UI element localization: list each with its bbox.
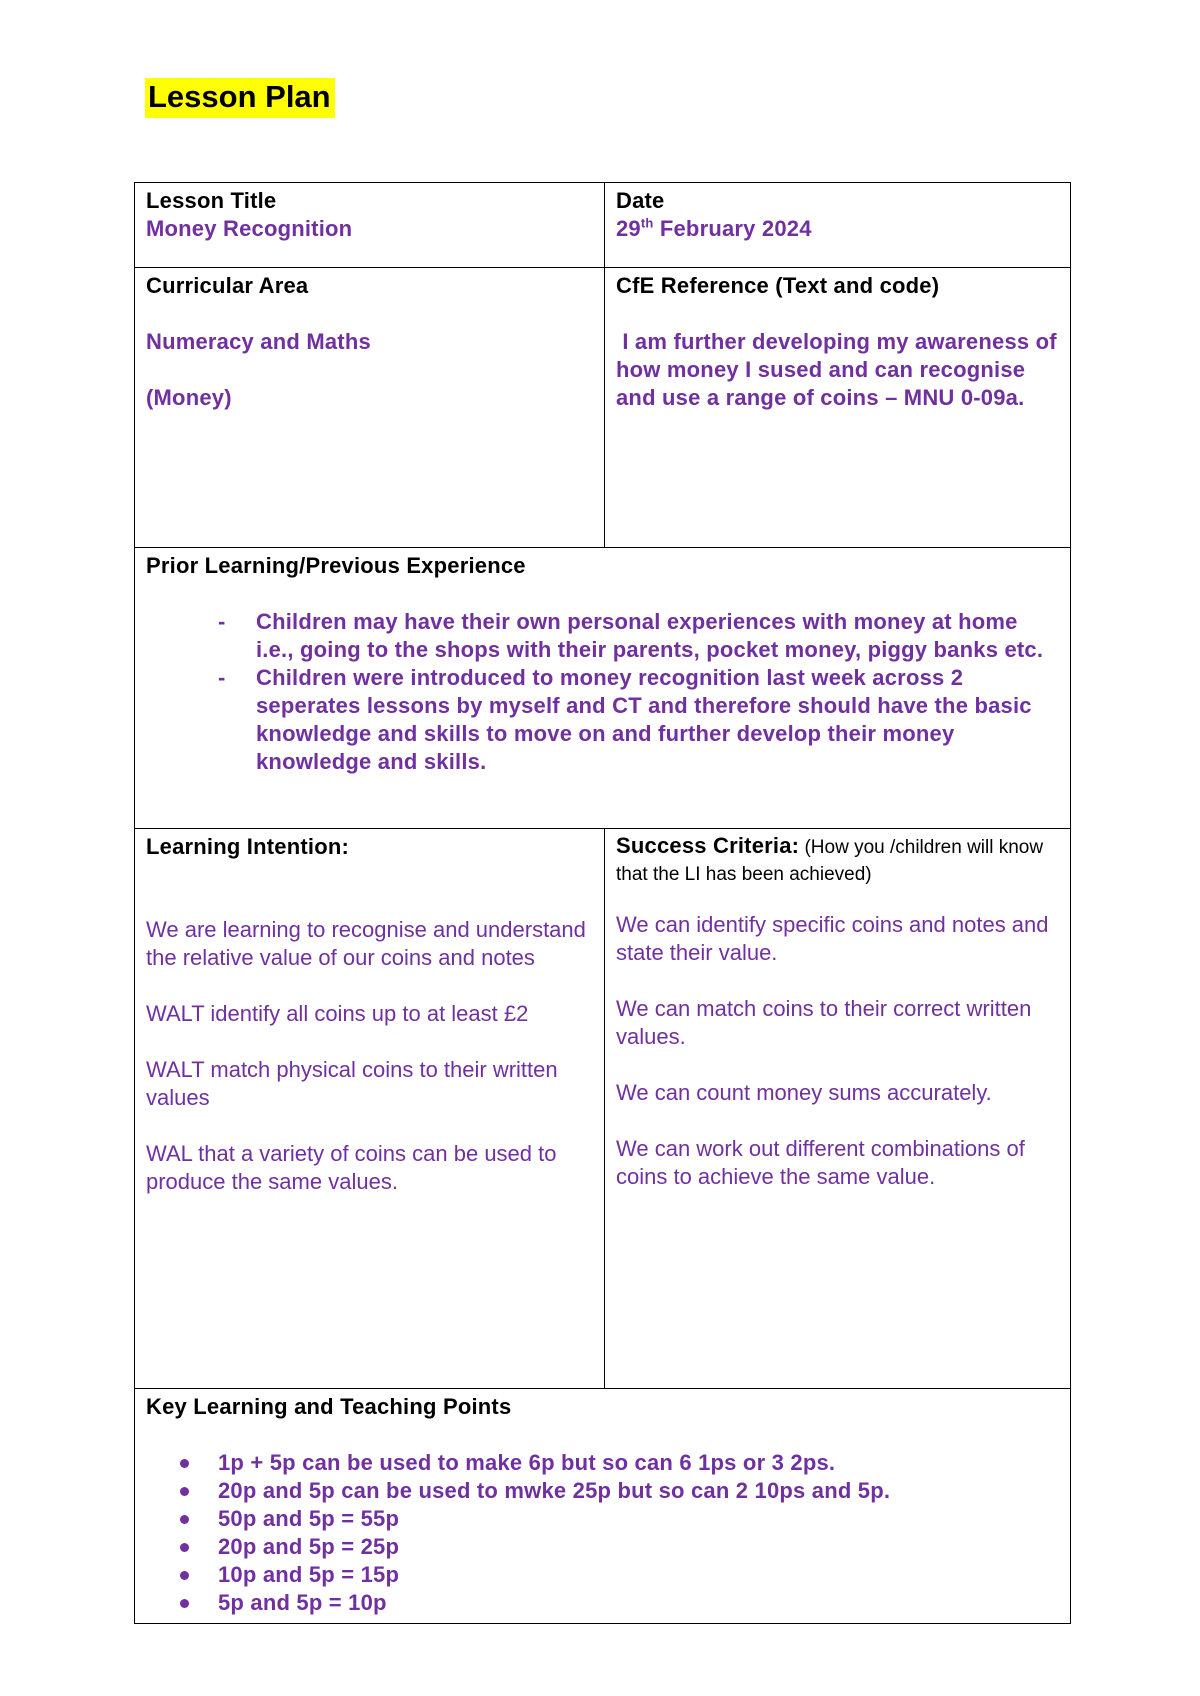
lesson-title-value: Money Recognition — [146, 216, 353, 241]
lesson-title-cell — [135, 183, 605, 268]
key-point-item: 20p and 5p = 25p — [194, 1533, 1060, 1561]
success-criteria-label: Success Criteria: — [616, 833, 800, 858]
cfe-reference-cell — [605, 268, 1071, 548]
lesson-plan-table — [134, 182, 1071, 1624]
key-point-item: 5p and 5p = 10p — [194, 1589, 1060, 1617]
prior-learning-cell — [135, 548, 1071, 829]
row-title-date — [135, 183, 1071, 268]
cfe-reference-value: I am further developing my awareness of how money I sused and can recognise and use a range of coins – MNU 0-09a. — [616, 329, 1064, 410]
success-criteria-item: We can count money sums accurately. — [616, 1080, 992, 1105]
key-point-item: 10p and 5p = 15p — [194, 1561, 1060, 1589]
success-criteria-item: We can work out different combinations of coins to achieve the same value. — [616, 1136, 1025, 1189]
curricular-area-value: Numeracy and Maths — [146, 329, 371, 354]
key-point-item: 1p + 5p can be used to make 6p but so can 6 1ps or 3 2ps. — [194, 1449, 1060, 1477]
curricular-area-label: Curricular Area — [146, 273, 309, 298]
success-criteria-hint: (How you /children will know that the LI has been achieved) — [616, 837, 1044, 885]
learning-intention-item: WALT match physical coins to their written values — [146, 1057, 558, 1110]
prior-learning-item: - Children were introduced to money recognition last week across 2 seperates lessons by myself and CT and therefore should have the basic knowledge and skills to move on and further develop their money knowledge and skills. — [218, 664, 1060, 776]
date-day: 29 — [616, 216, 641, 241]
key-point-item: 50p and 5p = 55p — [194, 1505, 1060, 1533]
key-points-cell — [135, 1389, 1071, 1624]
row-intention-criteria — [135, 829, 1071, 1389]
date-suffix: th — [640, 215, 654, 231]
cfe-reference-label: CfE Reference (Text and code) — [616, 273, 940, 298]
row-key-points — [135, 1389, 1071, 1624]
document-title: Lesson Plan — [145, 78, 335, 118]
success-criteria-item: We can identify specific coins and notes and state their value. — [616, 912, 1049, 965]
key-point-item: 20p and 5p can be used to mwke 25p but so can 2 10ps and 5p. — [194, 1477, 1060, 1505]
learning-intention-cell — [135, 829, 605, 1389]
learning-intention-label: Learning Intention: — [146, 834, 350, 859]
success-criteria-cell — [605, 829, 1071, 1389]
curricular-area-sub: (Money) — [146, 385, 232, 410]
date-month-year: February 2024 — [653, 216, 812, 241]
success-criteria-item: We can match coins to their correct written values. — [616, 996, 1032, 1049]
key-points-label: Key Learning and Teaching Points — [146, 1394, 512, 1419]
learning-intention-item: WAL that a variety of coins can be used to produce the same values. — [146, 1141, 557, 1194]
date-label: Date — [616, 188, 665, 213]
learning-intention-item: We are learning to recognise and understand the relative value of our coins and notes — [146, 917, 586, 970]
prior-learning-label: Prior Learning/Previous Experience — [146, 553, 526, 578]
row-prior-learning — [135, 548, 1071, 829]
learning-intention-item: WALT identify all coins up to at least £2 — [146, 1001, 529, 1026]
lesson-title-label: Lesson Title — [146, 188, 277, 213]
prior-learning-item: - Children may have their own personal experiences with money at home i.e., going to the shops with their parents, pocket money, piggy banks etc. — [218, 608, 1060, 664]
prior-learning-list — [146, 608, 1060, 776]
curricular-area-cell — [135, 268, 605, 548]
date-cell — [605, 183, 1071, 268]
key-points-list — [146, 1449, 1060, 1617]
date-value — [616, 215, 1060, 243]
row-area-cfe — [135, 268, 1071, 548]
